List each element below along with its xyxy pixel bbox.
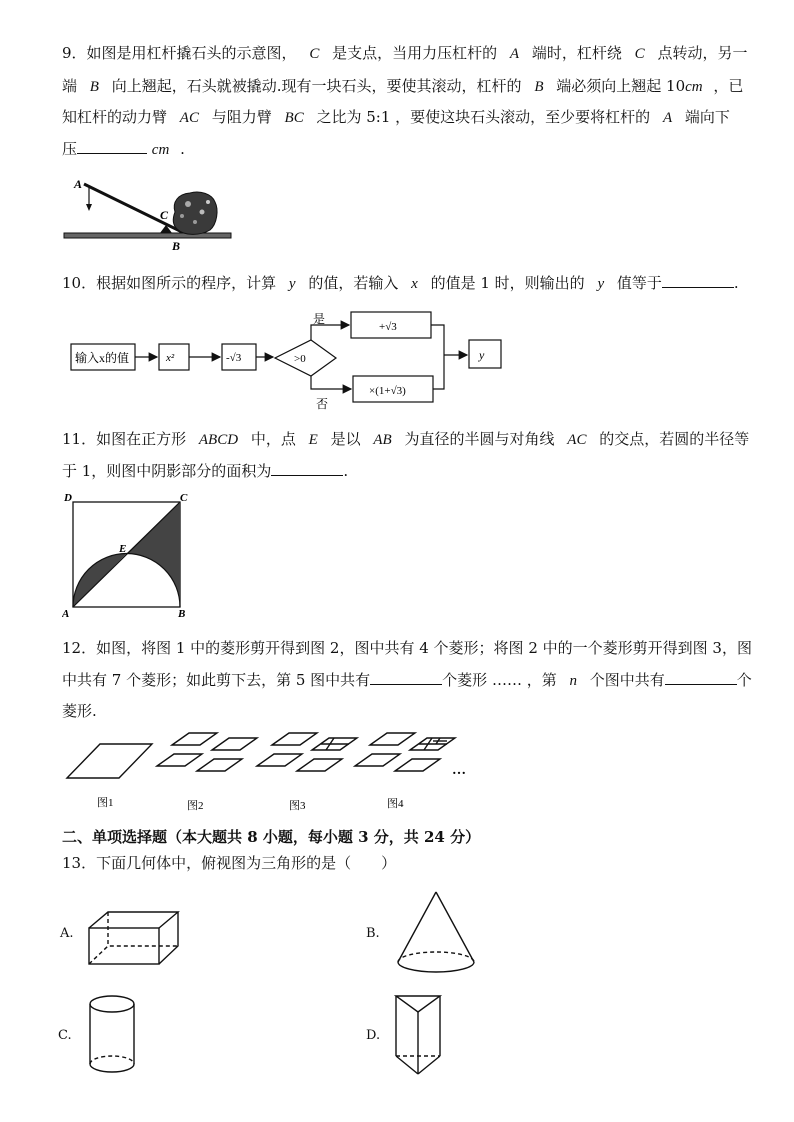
fig3-caption: 图3 [289, 800, 306, 812]
q10-text: 的值是 1 时，则输出的 [430, 274, 585, 292]
q13-stem [62, 852, 762, 874]
fig1-caption: 图1 [97, 797, 114, 809]
minus-sqrt3-label: -√3 [226, 352, 242, 364]
var-y: y [288, 276, 296, 292]
prism-figure [390, 992, 450, 1082]
cone-figure [392, 888, 482, 978]
q11-text: 是以 [330, 430, 361, 448]
label-a: A [62, 608, 70, 620]
q9-line4 [62, 138, 762, 161]
q9-text: 点转动，另一 [657, 44, 748, 62]
q10-line1 [62, 272, 762, 295]
q12-answer-blank-2[interactable] [665, 670, 737, 685]
label-e: E [119, 543, 127, 555]
q12-line2 [62, 669, 762, 692]
output-box [469, 340, 501, 368]
q9-line1 [62, 42, 762, 65]
q9-text: 是支点，当用力压杠杆的 [332, 44, 498, 62]
q11-line1 [62, 428, 762, 451]
var-ac: AC [179, 110, 199, 126]
q9-text: 端 [62, 77, 78, 95]
condition-label: >0 [294, 353, 306, 365]
q9-text: . [180, 140, 185, 158]
option-d-label[interactable]: D. [366, 1028, 381, 1043]
rock-texture [193, 220, 197, 224]
q11-line2 [62, 460, 762, 482]
var-bc: BC [284, 110, 304, 126]
cylinder-figure [84, 992, 144, 1082]
var-x: x [411, 276, 418, 292]
rhombus-fig3-c [257, 754, 302, 766]
q10-text: . [733, 274, 739, 292]
q12-text: 12．如图，将图 1 中的菱形剪开得到图 2，图中共有 4 个菱形；将图 2 中的一个菱形剪开得到图 3，图 [62, 639, 752, 657]
continuation-dots: … [452, 763, 466, 778]
var-n: n [569, 673, 577, 689]
var-a: A [509, 46, 520, 62]
label-d: D [64, 492, 72, 504]
q12-text: 个菱形 …… ，第 [442, 671, 557, 689]
q9-answer-blank[interactable] [77, 139, 147, 154]
arrowhead-icon [86, 204, 92, 211]
rhombus-fig3-a [272, 733, 317, 745]
q12-line3 [62, 700, 762, 722]
var-a: A [662, 110, 673, 126]
fig4-caption: 图4 [387, 798, 404, 810]
q11-text: 的交点，若圆的半径等 [599, 430, 750, 448]
plus-sqrt3-label: +√3 [379, 321, 397, 333]
q11-text: 于 1，则图中阴影部分的面积为 [62, 462, 272, 480]
option-b-label[interactable]: B. [366, 926, 380, 941]
rhombus-fig3-d [297, 759, 342, 771]
q12-line1 [62, 637, 762, 659]
var-b: B [89, 79, 99, 95]
cuboid-figure [86, 908, 186, 968]
input-label: 输入x的值 [75, 351, 130, 365]
q10-text: 的值，若输入 [308, 274, 399, 292]
output-label: y [479, 348, 485, 362]
q11-answer-blank[interactable] [271, 461, 343, 476]
q12-text: 个图中共有 [589, 671, 665, 689]
times-label: ×(1+√3) [369, 385, 406, 397]
rhombus-fig2-d [197, 759, 242, 771]
rhombus-fig4-a [370, 733, 415, 745]
q9-text: 端时，杠杆绕 [531, 44, 622, 62]
label-c: C [180, 492, 188, 504]
q9-text: 知杠杆的动力臂 [62, 108, 168, 126]
rock-texture [180, 214, 184, 218]
rock-texture [185, 201, 191, 207]
q11-text: 为直径的半圆与对角线 [404, 430, 555, 448]
q9-text: 与阻力臂 [211, 108, 272, 126]
yes-label: 是 [313, 312, 326, 326]
q12-answer-blank-1[interactable] [370, 670, 442, 685]
no-label: 否 [316, 397, 329, 410]
q11-text: 11．如图在正方形 [62, 430, 187, 448]
flowchart [66, 306, 516, 410]
section-title [62, 826, 762, 848]
rhombus-fig2-b [212, 738, 257, 750]
q9-line3 [62, 106, 762, 129]
fig2-caption: 图2 [187, 800, 204, 812]
q10-text: 10．根据如图所示的程序，计算 [62, 274, 277, 292]
q12-text: 中共有 7 个菱形；如此剪下去，第 5 图中共有 [62, 671, 371, 689]
unit-cm: cm [151, 142, 170, 158]
q9-text: 端必须向上翘起 10 [556, 77, 686, 95]
label-c: C [160, 208, 169, 222]
rhombus-figures [62, 730, 482, 815]
q9-text: 9．如图是用杠杆撬石头的示意图， [62, 44, 297, 62]
rhombus-fig2-a [172, 733, 217, 745]
q10-text: 值等于 [616, 274, 662, 292]
q9-text: 之比为 5:1 ，要使这块石头滚动，至少要将杠杆的 [316, 108, 651, 126]
square-figure [62, 490, 192, 620]
rhombus-fig1 [67, 744, 152, 778]
q11-text: . [343, 462, 349, 480]
lever-figure [60, 172, 240, 252]
rhombus-fig2-c [157, 754, 202, 766]
q10-answer-blank[interactable] [662, 273, 734, 288]
label-b: B [172, 239, 181, 252]
option-a-label[interactable]: A. [60, 926, 74, 941]
var-abcd: ABCD [198, 432, 239, 448]
var-c: C [309, 46, 320, 62]
section-title-text: 二、单项选择题（本大题共 8 小题，每小题 3 分，共 24 分） [62, 828, 481, 846]
var-c: C [634, 46, 645, 62]
q9-text: 向上翘起，石头就被撬动.现有一块石头，要使其滚动，杠杆的 [111, 77, 522, 95]
q13-text: 13．下面几何体中，俯视图为三角形的是（ ） [62, 854, 397, 872]
q9-text: 端向下 [684, 108, 730, 126]
q11-text: 中，点 [250, 430, 296, 448]
var-b: B [534, 79, 544, 95]
label-b: B [178, 608, 186, 620]
rhombus-fig4-c [355, 754, 400, 766]
rock-shape [173, 192, 217, 234]
var-y: y [597, 276, 605, 292]
q9-text: ，已 [713, 77, 744, 95]
rhombus-fig4-d [395, 759, 440, 771]
var-ac: AC [567, 432, 587, 448]
q12-text: 个 [736, 671, 752, 689]
var-ab: AB [373, 432, 392, 448]
square-label: x² [166, 352, 175, 364]
q12-text: 菱形. [62, 702, 97, 720]
unit-cm: cm [685, 79, 703, 95]
q9-line2 [62, 75, 762, 98]
rock-texture [200, 210, 205, 215]
option-c-label[interactable]: C. [58, 1028, 72, 1043]
var-e: E [308, 432, 318, 448]
ground-bar [64, 233, 231, 238]
q9-text: 压 [62, 140, 78, 158]
label-a: A [74, 177, 83, 191]
rock-texture [206, 200, 210, 204]
